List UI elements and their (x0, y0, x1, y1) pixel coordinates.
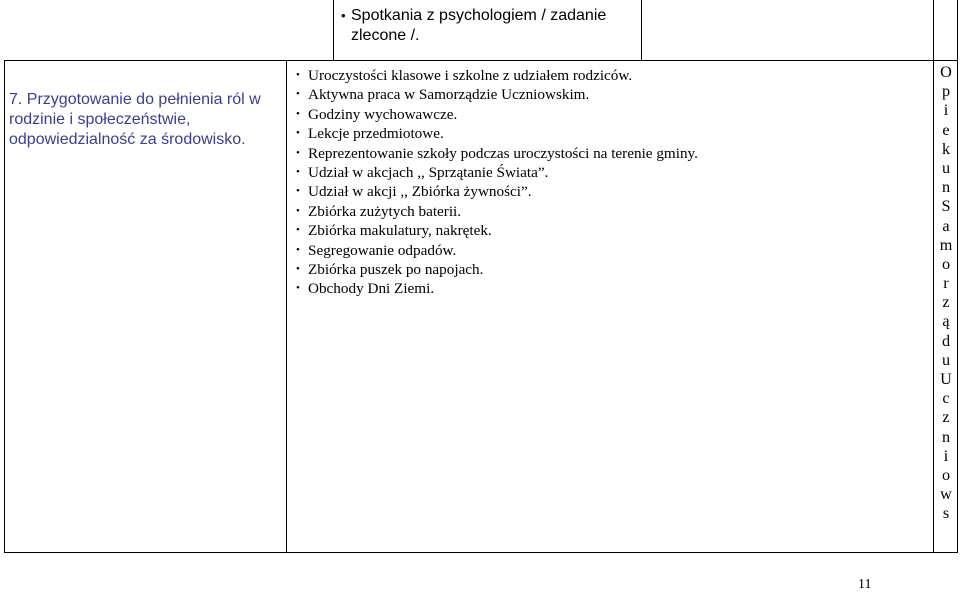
bullet-icon: • (296, 88, 300, 101)
column-divider-2 (933, 0, 934, 553)
vertical-letter: u (941, 158, 951, 177)
table-border-top-left (4, 60, 287, 61)
list-item: • Uroczystości klasowe i szkolne z udziałem rodziców. (296, 67, 633, 84)
list-item: • Zbiórka makulatury, nakrętek. (296, 222, 492, 240)
page-number: 11 (858, 577, 872, 592)
bullet-icon: • (296, 165, 300, 178)
vertical-letter: d (941, 331, 951, 350)
vertical-letter: c (942, 389, 950, 408)
column-divider-1 (286, 60, 287, 553)
bullet-icon: • (296, 204, 300, 217)
topic-cell: 7. Przygotowanie do pełnienia ról w rodzinie i społeczeństwie, odpowiedzialność za środowisko. (9, 91, 261, 148)
table-border-right (957, 0, 958, 553)
bullet-icon: • (296, 185, 300, 198)
list-item: • Udział w akcji ,, Zbiórka żywności”. (296, 183, 532, 201)
column-divider-top-cell-right (641, 0, 642, 61)
vertical-letter: p (941, 82, 951, 101)
bullet-icon: • (296, 146, 300, 159)
vertical-letter: i (943, 446, 949, 465)
vertical-letter: a (942, 216, 950, 235)
list-item: • Godziny wychowawcze. (296, 105, 458, 123)
vertical-letter: r (943, 274, 949, 293)
list-item: • Obchody Dni Ziemi. (296, 280, 435, 298)
table-border-top-right (286, 60, 958, 61)
bullet-icon: • (296, 243, 300, 256)
responsible-vertical-text (935, 63, 957, 524)
vertical-letter: o (941, 465, 951, 484)
vertical-letter: z (942, 293, 950, 312)
vertical-letter: k (941, 139, 951, 158)
list-item: • Zbiórka puszek po napojach. (296, 260, 484, 278)
bullet-icon: • (296, 282, 300, 295)
vertical-letter: u (941, 350, 951, 369)
table-border-left (4, 60, 5, 553)
list-item: • Lekcje przedmiotowe. (296, 125, 444, 143)
list-item: • Reprezentowanie szkoły podczas uroczystości na terenie gminy. (296, 144, 698, 162)
top-cell (341, 6, 631, 46)
bullet-icon: • (341, 8, 346, 23)
bullet-icon: • (296, 224, 300, 237)
top-cell-text: Spotkania z psychologiem / zadanie zlecone /. (351, 7, 607, 44)
list-item: • Aktywna praca w Samorządzie Uczniowskim. (296, 86, 590, 104)
vertical-letter: n (941, 427, 951, 446)
vertical-letter: O (940, 63, 952, 81)
table-border-bottom (4, 552, 958, 553)
vertical-letter: n (941, 178, 951, 197)
vertical-letter: m (939, 235, 953, 254)
vertical-letter: i (943, 101, 949, 120)
vertical-letter: S (941, 197, 951, 216)
list-item: • Udział w akcjach ,, Sprzątanie Świata”. (296, 163, 549, 181)
vertical-letter: w (940, 485, 952, 504)
activities-list (296, 66, 698, 299)
bullet-icon: • (296, 69, 300, 81)
column-divider-top-cell-left (333, 0, 334, 61)
list-item: • Zbiórka zużytych baterii. (296, 202, 462, 220)
vertical-letter: ą (942, 312, 950, 331)
list-item: • Segregowanie odpadów. (296, 241, 457, 259)
vertical-letter: s (942, 504, 950, 523)
bullet-icon: • (296, 127, 300, 140)
vertical-letter: o (941, 254, 951, 273)
bullet-icon: • (296, 262, 300, 275)
vertical-letter: z (942, 408, 950, 427)
vertical-letter: U (940, 370, 952, 388)
vertical-letter: e (942, 120, 950, 139)
bullet-icon: • (296, 107, 300, 120)
